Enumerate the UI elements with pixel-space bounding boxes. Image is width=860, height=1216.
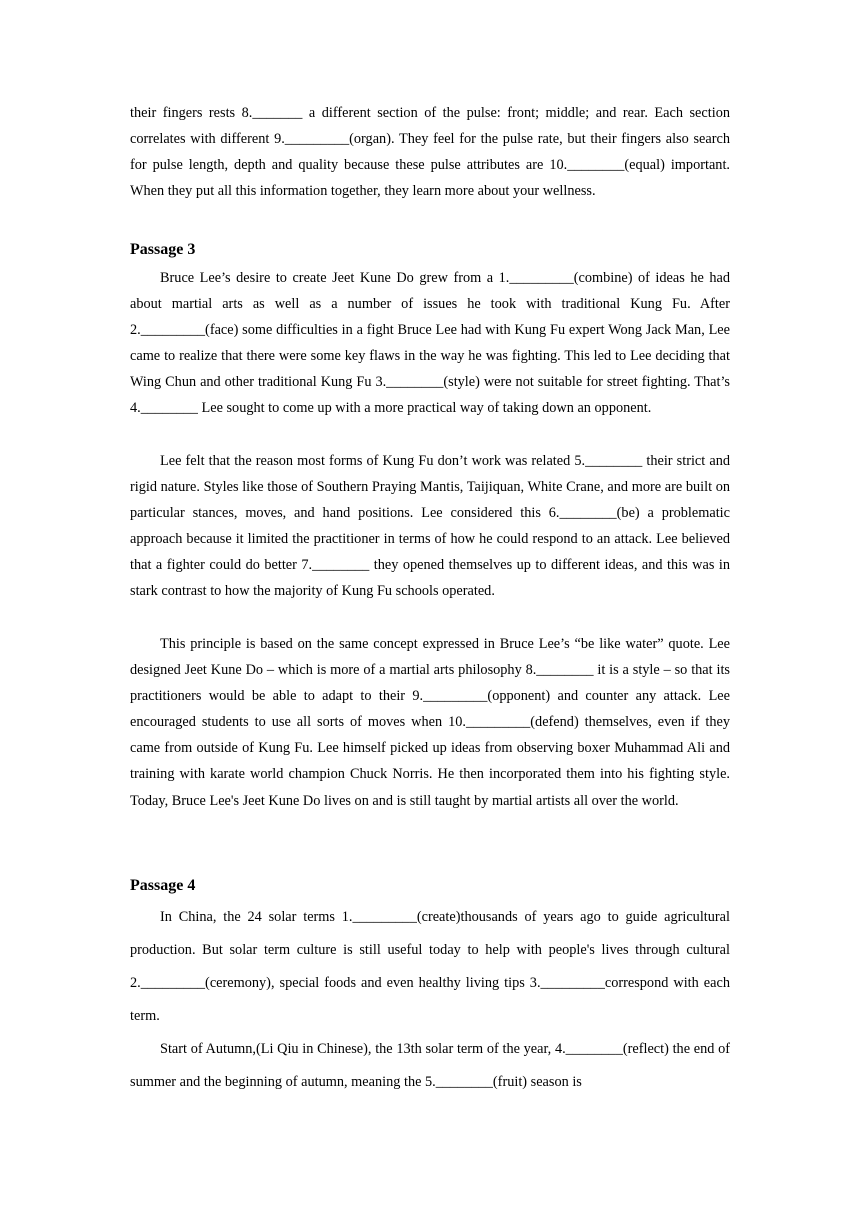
passage4-heading: Passage 4 xyxy=(130,877,196,894)
passage3-paragraph-3: This principle is based on the same concept expressed in Bruce Lee’s “be like water” quote. Lee designed Jeet Kune Do – which is more of a martial arts philosophy 8.________ it is a style – so that its practitioners would be able to adapt to their 9._________(opponent) and counter any attack. Lee encouraged students to use all sorts of moves when 10._________(defend) themselves, even if they came from outside of Kung Fu. Lee himself picked up ideas from observing boxer Muhammad Ali and training with karate world champion Chuck Norris. He then incorporated them into his fighting style. Today, Bruce Lee's Jeet Kune Do lives on and is still taught by martial artists all over the world. xyxy=(130,636,730,809)
passage4-paragraph-2: Start of Autumn,(Li Qiu in Chinese), the 13th solar term of the year, 4.________(reflect) the end of summer and the beginning of autumn, meaning the 5.________(fruit) season is xyxy=(130,1041,730,1090)
passage4-paragraph-1: In China, the 24 solar terms 1._________(create)thousands of years ago to guide agricultural production. But solar term culture is still useful today to help with people's lives through cultural 2._________(ceremony), special foods and even healthy living tips 3._________correspond with each term. xyxy=(130,909,730,1024)
passage3-paragraph-2: Lee felt that the reason most forms of Kung Fu don’t work was related 5.________ their strict and rigid nature. Styles like those of Southern Praying Mantis, Taijiquan, White Crane, and more are built on particular stances, moves, and hand positions. Lee considered this 6.________(be) a problematic approach because it limited the practitioner in terms of how he could respond to an attack. Lee believed that a fighter could do better 7.________ they opened themselves up to different ideas, and this was in stark contrast to how the majority of Kung Fu schools operated. xyxy=(130,453,730,600)
passage3-heading: Passage 3 xyxy=(130,241,196,258)
passage3-paragraph-1: Bruce Lee’s desire to create Jeet Kune Do grew from a 1._________(combine) of ideas he had about martial arts as well as a number of issues he took with traditional Kung Fu. After 2._________(face) some difficulties in a fight Bruce Lee had with Kung Fu expert Wong Jack Man, Lee came to realize that there were some key flaws in the way he was fighting. This led to Lee deciding that Wing Chun and other traditional Kung Fu 3.________(style) were not suitable for street fighting. That’s 4.________ Lee sought to come up with a more practical way of taking down an opponent. xyxy=(130,270,730,417)
passage2-paragraph-tail: their fingers rests 8._______ a different section of the pulse: front; middle; and rear. Each section correlates with different 9._________(organ). They feel for the pulse rate, but their fingers also search for pulse length, depth and quality because these pulse attributes are 10.________(equal) important. When they put all this information together, they learn more about your wellness. xyxy=(130,105,730,200)
